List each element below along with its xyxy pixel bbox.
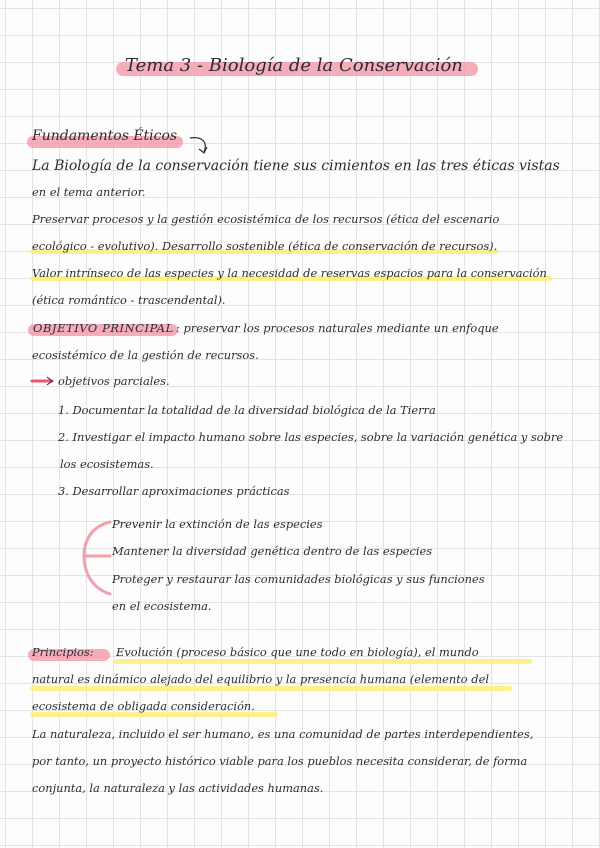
partial-objectives-label: objetivos parciales. — [58, 374, 170, 388]
paragraph-line: en el tema anterior. — [32, 185, 146, 199]
paragraph-line: (ética romántico - trascendental). — [32, 293, 226, 307]
list-item: 2. Investigar el impacto humano sobre las especies, sobre la variación genética y sobre — [58, 430, 564, 444]
paragraph-line: ecológico - evolutivo). Desarrollo sostenible (ética de conservación de recursos). — [32, 239, 498, 253]
principles-text: conjunta, la naturaleza y las actividades humanas. — [32, 781, 324, 795]
principles-text: Evolución (proceso básico que une todo en biología), el mundo — [116, 645, 479, 659]
objective-label: OBJETIVO PRINCIPAL — [33, 321, 174, 335]
list-item: 3. Desarrollar aproximaciones prácticas — [58, 484, 290, 498]
sub-list-item: Prevenir la extinción de las especies — [112, 517, 323, 531]
page-title: Tema 3 - Biología de la Conservación — [125, 55, 463, 76]
brace-icon — [76, 518, 116, 598]
sub-list-item: Proteger y restaurar las comunidades biológicas y sus funciones — [112, 572, 485, 586]
principles-text: por tanto, un proyecto histórico viable para los pueblos necesita considerar, de forma — [32, 754, 528, 768]
paragraph-line: La Biología de la conservación tiene sus cimientos en las tres éticas vistas — [32, 158, 560, 174]
section-heading-fundamentos: Fundamentos Éticos — [32, 128, 178, 144]
sub-list-item: en el ecosistema. — [112, 599, 212, 613]
sub-list-item: Mantener la diversidad genética dentro de las especies — [112, 544, 433, 558]
principles-text: La naturaleza, incluido el ser humano, es una comunidad de partes interdependientes, — [32, 727, 534, 741]
paragraph-line: Preservar procesos y la gestión ecosistémica de los recursos (ética del escenario — [32, 212, 500, 226]
objective-text: ecosistémico de la gestión de recursos. — [32, 348, 259, 362]
list-item: 1. Documentar la totalidad de la diversidad biológica de la Tierra — [58, 403, 436, 417]
paragraph-line: Valor intrínseco de las especies y la necesidad de reservas espacios para la conservación — [32, 266, 547, 280]
principles-text: ecosistema de obligada consideración. — [32, 699, 255, 713]
arrow-icon — [30, 375, 56, 387]
principles-text: natural es dinámico alejado del equilibrio y la presencia humana (elemento del — [32, 672, 489, 686]
objective-text: : preservar los procesos naturales mediante un enfoque — [176, 321, 499, 335]
curved-arrow-icon — [186, 134, 214, 158]
principles-label: Principios: — [32, 645, 94, 659]
list-item: los ecosistemas. — [60, 457, 154, 471]
